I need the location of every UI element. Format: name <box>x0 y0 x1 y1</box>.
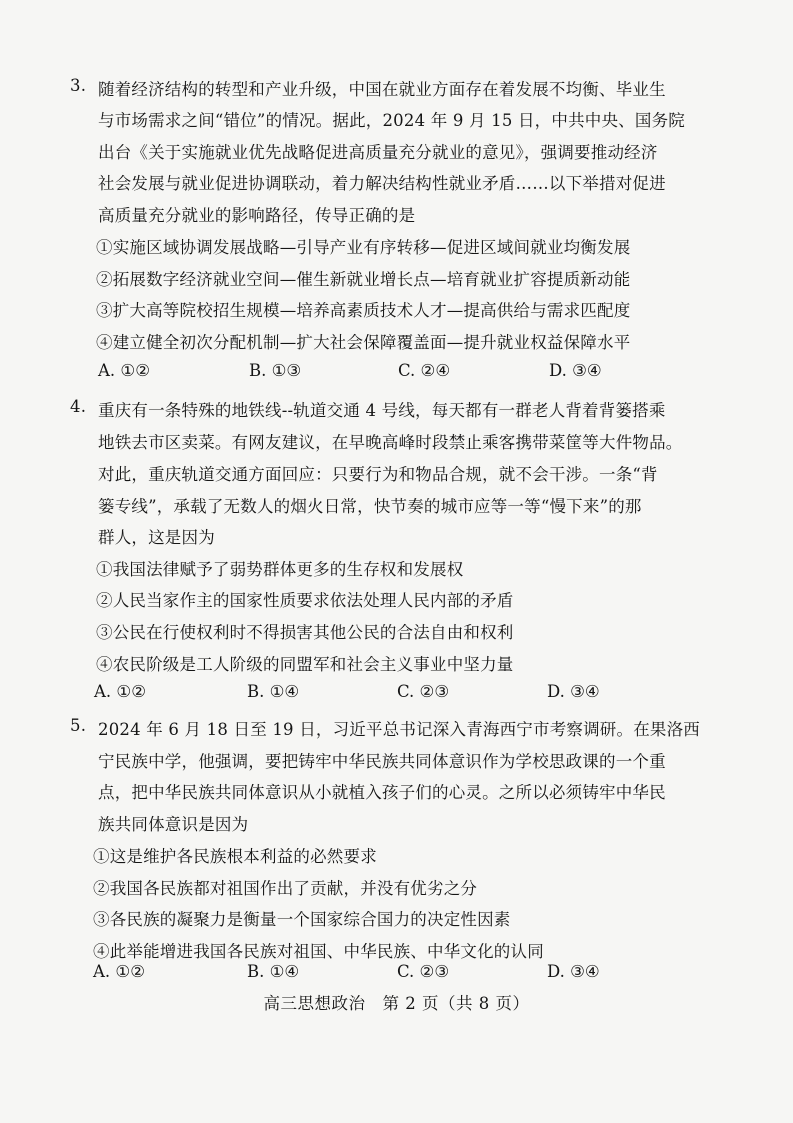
question-stem-line: 篓专线”，承载了无数人的烟火日常，快节奏的城市应等一等“慢下来”的那 <box>98 497 642 516</box>
option-c: C. ②③ <box>397 962 450 981</box>
question-stem-line: 点，把中华民族共同体意识从小就植入孩子们的心灵。之所以必须铸牢中华民 <box>98 783 666 802</box>
question-stem-line: 社会发展与就业促进协调联动，着力解决结构性就业矛盾……以下举措对促进 <box>98 174 666 193</box>
question-stem-line: 地铁去市区卖菜。有网友建议，在早晚高峰时段禁止乘客携带菜筐等大件物品。 <box>98 433 683 452</box>
option-a: A. ①② <box>93 962 145 981</box>
option-d: D. ③④ <box>547 962 600 981</box>
statement-item: ①这是维护各民族根本利益的必然要求 <box>93 847 377 866</box>
statement-item: ③扩大高等院校招生规模—培养高素质技术人才—提高供给与需求匹配度 <box>96 301 631 320</box>
question-stem-line: 族共同体意识是因为 <box>98 815 249 834</box>
question-stem-line: 对此，重庆轨道交通方面回应：只要行为和物品合规，就不会干涉。一条“背 <box>98 465 658 484</box>
question-stem-line: 高质量充分就业的影响路径，传导正确的是 <box>98 206 416 225</box>
option-b: B. ①③ <box>249 361 302 380</box>
statement-item: ④此举能增进我国各民族对祖国、中华民族、中华文化的认同 <box>93 942 544 961</box>
question-stem-line: 重庆有一条特殊的地铁线--轨道交通 4 号线，每天都有一群老人背着背篓搭乘 <box>98 401 666 420</box>
statement-item: ②我国各民族都对祖国作出了贡献，并没有优劣之分 <box>93 879 478 898</box>
option-c: C. ②③ <box>397 682 450 701</box>
statement-item: ①实施区域协调发展战略—引导产业有序转移—促进区域间就业均衡发展 <box>96 238 631 257</box>
option-d: D. ③④ <box>549 361 602 380</box>
question-stem-line: 随着经济结构的转型和产业升级，中国在就业方面存在着发展不均衡、毕业生 <box>98 80 666 99</box>
statement-item: ①我国法律赋予了弱势群体更多的生存权和发展权 <box>96 560 464 579</box>
statement-item: ④建立健全初次分配机制—扩大社会保障覆盖面—提升就业权益保障水平 <box>96 333 631 352</box>
question-number: 3. <box>70 76 87 95</box>
question-number: 5. <box>70 716 87 735</box>
option-d: D. ③④ <box>547 682 600 701</box>
option-a: A. ①② <box>98 361 150 380</box>
statement-item: ④农民阶级是工人阶级的同盟军和社会主义事业中坚力量 <box>96 655 514 674</box>
option-b: B. ①④ <box>247 962 300 981</box>
question-stem-line: 群人，这是因为 <box>98 528 215 547</box>
option-a: A. ①② <box>94 682 146 701</box>
question-stem-line: 宁民族中学，他强调，要把铸牢中华民族共同体意识作为学校思政课的一个重 <box>98 752 666 771</box>
statement-item: ②拓展数字经济就业空间—催生新就业增长点—培育就业扩容提质新动能 <box>96 270 631 289</box>
statement-item: ③公民在行使权利时不得损害其他公民的合法自由和权利 <box>96 623 514 642</box>
page-footer: 高三思想政治 第 2 页（共 8 页） <box>263 994 530 1013</box>
question-stem-line: 与市场需求之间“错位”的情况。据此，2024 年 9 月 15 日，中共中央、国务院 <box>98 111 685 130</box>
statement-item: ③各民族的凝聚力是衡量一个国家综合国力的决定性因素 <box>93 910 511 929</box>
option-c: C. ②④ <box>398 361 451 380</box>
question-stem-line: 出台《关于实施就业优先战略促进高质量充分就业的意见》，强调要推动经济 <box>98 143 658 162</box>
question-stem-line: 2024 年 6 月 18 日至 19 日，习近平总书记深入青海西宁市考察调研。在果洛西 <box>98 720 700 739</box>
statement-item: ②人民当家作主的国家性质要求依法处理人民内部的矛盾 <box>96 591 514 610</box>
option-b: B. ①④ <box>247 682 300 701</box>
question-number: 4. <box>70 397 87 416</box>
